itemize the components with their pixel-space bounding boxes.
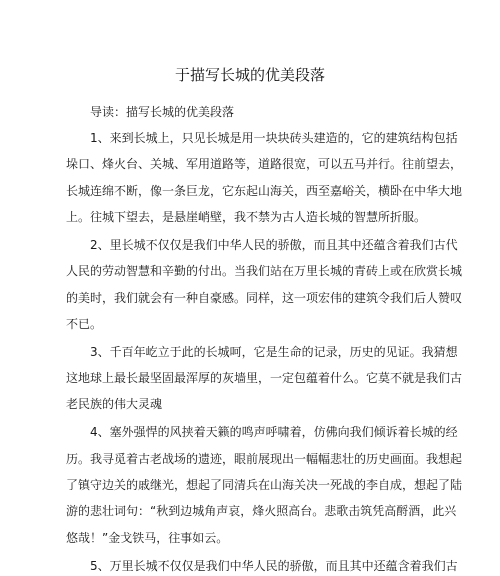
- paragraph-line: 4、塞外强悍的风挟着天籁的鸣声呼啸着，仿佛向我们倾诉着长城的经: [90, 425, 458, 440]
- paragraph-line: 游的悲壮词句：“秋到边城角声哀，烽火照高台。悲歌击筑凭高酹酒，此兴: [66, 504, 457, 519]
- document-title: 于描写长城的优美段落: [174, 66, 325, 84]
- paragraph-line: 这地球上最长最坚固最浑厚的灰墙里，一定包蕴着什么。它莫不就是我们古: [66, 371, 463, 386]
- paragraph-line: 5、万里长城不仅仅是我们中华人民的骄傲，而且其中还蕴含着我们古: [90, 558, 458, 573]
- paragraph-line: 垛口、烽火台、关城、军用道路等，道路很宽，可以五马并行。往前望去，: [66, 157, 463, 172]
- paragraph-line: 长城连绵不断，像一条巨龙，它东起山海关，西至嘉峪关，横卧在中华大地: [66, 183, 463, 198]
- paragraph-line: 3、千百年屹立于此的长城呵，它是生命的记录，历史的见证。我猜想: [90, 344, 458, 359]
- paragraph-line: 2、里长城不仅仅是我们中华人民的骄傲，而且其中还蕴含着我们古代: [90, 237, 458, 252]
- paragraph-line: 人民的劳动智慧和辛勤的付出。当我们站在万里长城的青砖上或在欣赏长城: [66, 264, 463, 279]
- paragraph-line: 不已。: [66, 316, 103, 331]
- paragraph-line: 历。我寻觅着古老战场的遗迹，眼前展现出一幅幅悲壮的历史画面。我想起: [66, 451, 463, 466]
- paragraph-line: 了镇守边关的戚继光，想起了同清兵在山海关决一死战的李自成，想起了陆: [66, 478, 463, 492]
- paragraph-line: 上。往城下望去，是悬崖峭壁，我不禁为古人造长城的智慧所折服。: [66, 209, 427, 224]
- paragraph-line: 老民族的伟大灵魂: [66, 397, 163, 412]
- paragraph-line: 的美时，我们就会有一种自豪感。同样，这一项宏伟的建筑令我们后人赞叹: [66, 290, 463, 305]
- paragraph-line: 1、来到长城上，只见长城是用一块块砖头建造的，它的建筑结构包括: [90, 131, 458, 145]
- intro-text: 导读：描写长城的优美段落: [90, 105, 235, 119]
- paragraph-line: 悠哉！”金戈铁马，往事如云。: [66, 530, 229, 545]
